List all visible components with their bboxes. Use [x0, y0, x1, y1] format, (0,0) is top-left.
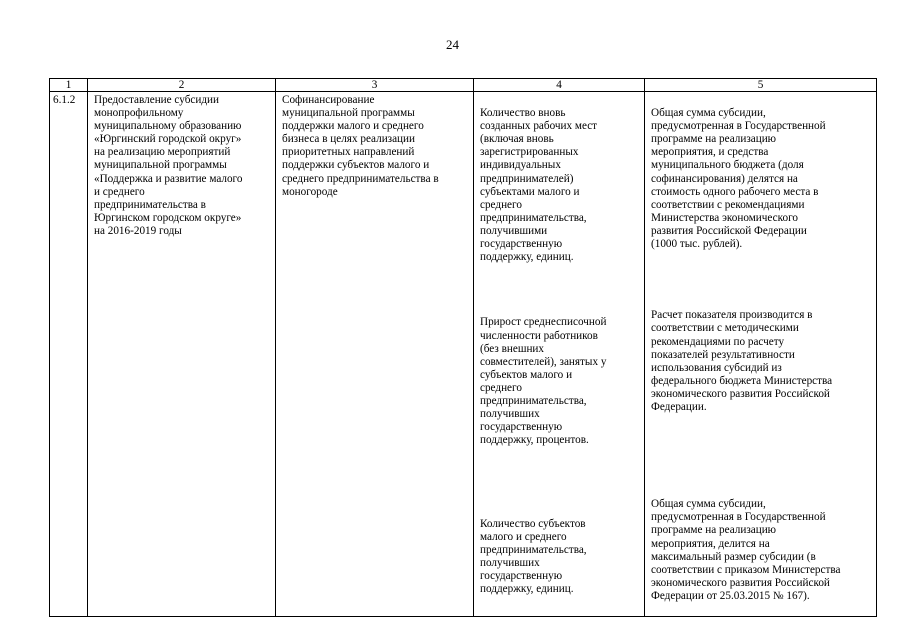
method-3: Общая сумма субсидии, предусмотренная в Государственной программе на реализацию мероприятия, делится на максимальный размер субсидии (в соответствии с приказом Министерства экономического развития Российской Федерации от 25.03.2015 № 167). [651, 498, 841, 602]
method-1: Общая сумма субсидии, предусмотренная в Государственной программе на реализацию мероприятия, и средства муниципального бюджета (доля софинансирования) делятся на стоимость одного рабочего места в соответствии с рекомендациями Министерства экономического развития Российской Федерации (1000 тыс. рублей). [651, 107, 826, 251]
indicators-cell [474, 92, 645, 617]
program-table [49, 78, 877, 617]
page-number: 24 [446, 37, 459, 52]
indicator-3: Количество субъектов малого и среднего предпринимательства, получивших государственную поддержку, единиц. [480, 517, 587, 595]
column-header-1: 1 [50, 79, 88, 92]
column-header-4: 4 [474, 79, 645, 92]
purpose-cell: Софинансирование муниципальной программы поддержки малого и среднего бизнеса в целях реализации приоритетных направлений поддержки субъектов малого и среднего предпринимательства в моногороде [276, 92, 474, 617]
indicator-1: Количество вновь созданных рабочих мест (включая вновь зарегистрированных индивидуальных предпринимателей) субъектами малого и среднего предпринимательства, получившими государственную поддержку, единиц. [480, 107, 598, 264]
column-header-2: 2 [88, 79, 276, 92]
calculation-methods-cell [645, 92, 877, 617]
indicator-2: Прирост среднесписочной численности работников (без внешних совместителей), занятых у субъектов малого и среднего предпринимательства, получивших государственную поддержку, процентов. [480, 316, 607, 447]
table-header-row [50, 79, 877, 92]
method-2: Расчет показателя производится в соответствии с методическими рекомендациями по расчету показателей результативности использования субсидий из федерального бюджета Министерства экономического развития Российской Федерации. [651, 309, 833, 413]
event-description-cell: Предоставление субсидии монопрофильному муниципальному образованию «Юргинский городской округ» на реализацию мероприятий муниципальной программы «Поддержка и развитие малого и среднего предпринимательства в Юргинском городском округе» на 2016-2019 годы [88, 92, 276, 617]
row-number-cell: 6.1.2 [50, 92, 88, 617]
table-row [50, 92, 877, 617]
column-header-5: 5 [645, 79, 877, 92]
column-header-3: 3 [276, 79, 474, 92]
